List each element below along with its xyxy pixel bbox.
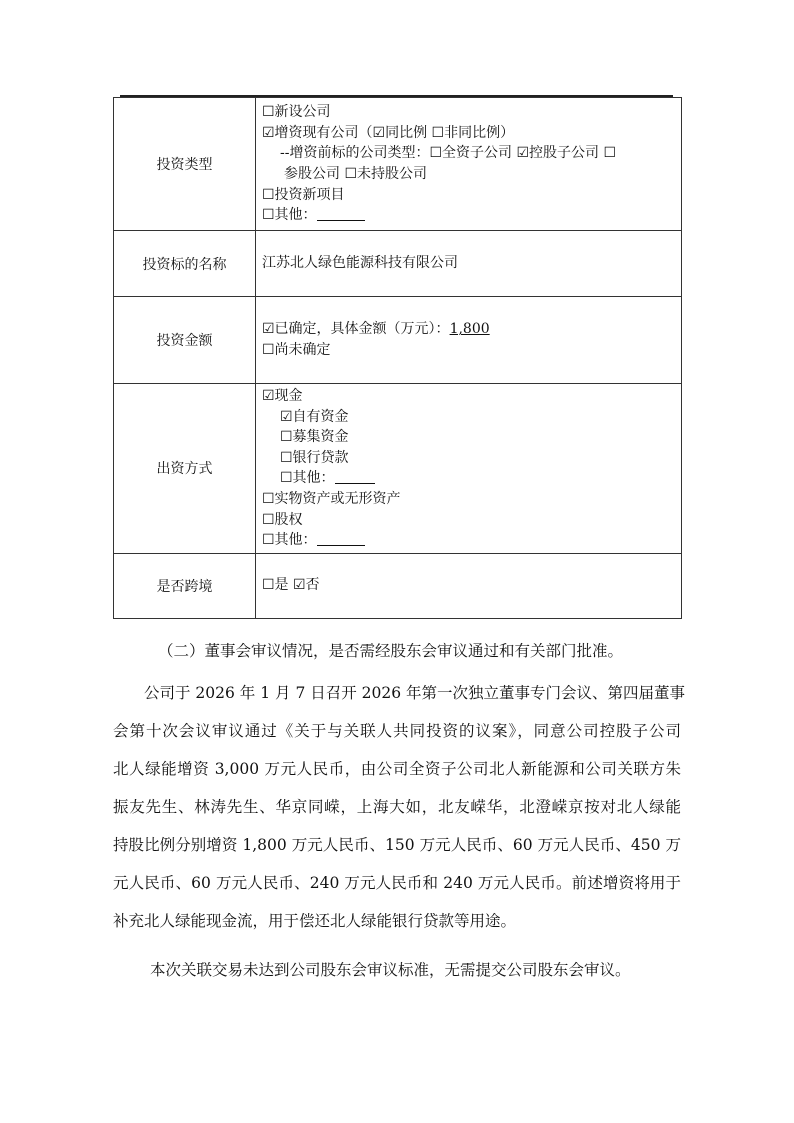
option: ☐股权 [262,511,303,528]
option: ☐尚未确定 [262,342,331,358]
option: ☐投资新项目 [262,186,345,203]
paragraph-1: 公司于 2026 年 1 月 7 日召开 2026 年第一次独立董事专门会议、第四届董事 会第十次会议审议通过《关于与关联人共同投资的议案》，同意公司控股子公司 北人绿能增资 3,000 万元人民币，由公司全资子公司北人新能源和公司关联方朱 振友先生、林涛先生、华京同嵘，上海大如，北友嵘华，北澄嵘京按对北人绿能 持股比例分别增资 1,800 万元人民币、150 万元人民币、60 万元人民币、450 万 元人民币、60 万元人民币、240 万元人民币和 240 万元人民币。前述增资将用于 补充北人绿能现金流，用于偿还北人绿能银行贷款等用途。 [113,684,686,930]
option: ☑增资现有公司（☑同比例 ☐非同比例） [262,124,515,141]
table-row [114,384,682,554]
row-value [256,98,682,231]
paragraph-2: 本次关联交易未达到公司股东会审议标准，无需提交公司股东会审议。 [150,961,631,979]
table-row [114,231,682,297]
option: ☐其他： [262,530,675,551]
option: ☑已确定，具体金额（万元）：1,800 [262,321,490,338]
option: ☐其他： [262,468,675,489]
row-value: 江苏北人绿色能源科技有限公司 [256,231,682,297]
table-row [114,98,682,231]
option: ☑自有资金 [280,408,349,425]
row-label: 出资方式 [114,384,256,554]
row-label: 投资金额 [114,297,256,384]
row-label: 投资标的名称 [114,231,256,297]
row-value [256,297,682,384]
row-label: 投资类型 [114,98,256,231]
option: ☐新设公司 [262,104,331,121]
option: --增资前标的公司类型：☐全资子公司 ☑控股子公司 ☐ [280,145,617,162]
table-row [114,297,682,384]
row-value [256,384,682,554]
option: ☐募集资金 [280,429,349,446]
row-value: ☐是 ☑否 [256,553,682,618]
option: ☐实物资产或无形资产 [262,490,401,507]
row-label: 是否跨境 [114,553,256,618]
option: 参股公司 ☐未持股公司 [284,166,428,182]
investment-table [113,97,682,619]
option: ☐其他： [262,205,675,226]
option: ☐银行贷款 [280,449,349,466]
section-heading: （二）董事会审议情况，是否需经股东会审议通过和有关部门批准。 [158,642,624,660]
table-row [114,553,682,618]
option: ☑现金 [262,388,303,404]
